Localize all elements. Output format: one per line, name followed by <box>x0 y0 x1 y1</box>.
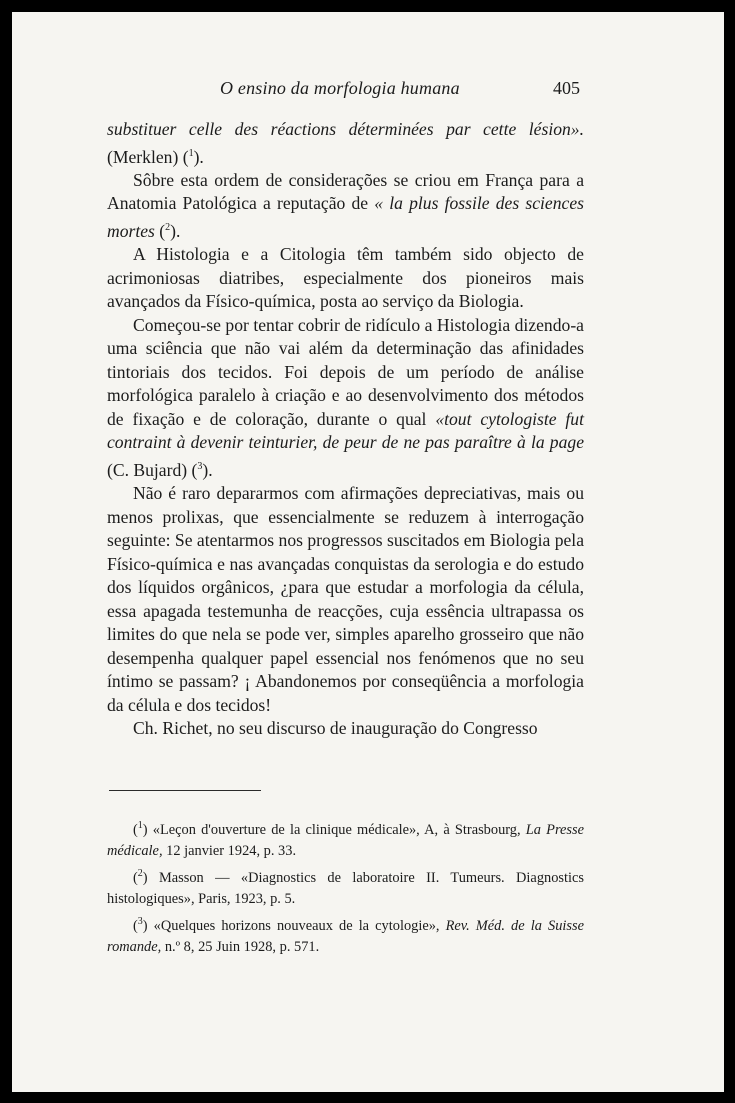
footnote-mark: 1 <box>137 820 143 831</box>
footnote-1: ($^1$) «Leçon d'ouverture de la clinique médicale», A, à Strasbourg, La Presse médicale, 12 janvier 1924, p. 33. <box>107 820 584 860</box>
citation-text: ( <box>154 220 166 241</box>
footnote-mark: 3 <box>137 915 143 927</box>
footnote-text: «Leçon d'ouverture de la clinique médicale», A, à Strasbourg, <box>147 821 526 838</box>
paragraph-2 <box>107 169 584 243</box>
paragraph-5: Não é raro depararmos com afirmações depreciativas, mais ou menos prolixas, que essencialmente se reduzem à interrogação seguinte: Se atentarmos nos progressos suscitados em Biologia pela Físico-química e nas avançadas conquistas da serologia e do estudo dos líquidos orgânicos, ¿para que estudar a morfologia da célula, essa apagada testemunha de reacções, cuja essência ultrapassa os limites do que nela se pode ver, simples aparelho grosseiro que não desempenha qualquer papel essencial nos fenómenos que no seu íntimo se passam? ¡ Abandonemos por conseqüência a morfologia da célula e dos tecidos! <box>107 483 584 715</box>
paragraph-4 <box>107 314 584 482</box>
paragraph-text: Sôbre esta ordem de considerações se criou em França para a Anatomia Patológica a reputação de <box>107 169 584 214</box>
paragraph-3: A Histologia e a Citologia têm também sido objecto de acrimoniosas diatribes, especialmente dos pioneiros mais avançados da Físico-química, posta ao serviço da Biologia. <box>107 244 584 312</box>
footnote-tail: 12 janvier 1924, p. 33. <box>162 843 297 860</box>
paragraph-6: Ch. Richet, no seu discurso de inauguração do Congresso <box>133 718 538 739</box>
page-number: 405 <box>553 78 580 98</box>
footnote-2: ($^2$) Masson — «Diagnostics de laboratoire II. Tumeurs. Diagnostics histologiques», Paris, 1923, p. 5. <box>107 867 584 908</box>
footnote-text: «Quelques horizons nouveaux de la cytologie», <box>147 917 446 934</box>
italic-quote: «tout cytologiste fut contraint à devenir teinturier, de peur de ne pas paraître à la page <box>107 408 584 453</box>
footnote-ref-3: 3 <box>197 460 203 472</box>
citation-close: ). <box>170 220 181 241</box>
running-title: O ensino da morfologia humana <box>220 78 460 98</box>
footnote-text: Masson — «Diagnostics de laboratoire II. Tumeurs. Diagnostics histologiques», Paris, 1923, p. 5. <box>107 869 584 908</box>
italic-quote: « la plus fossile des sciences mortes <box>107 193 584 241</box>
footnote-ref-1: 1 <box>188 147 194 159</box>
book-page <box>12 12 724 1092</box>
paragraph-text: Começou-se por tentar cobrir de ridículo a Histologia dizendo-a uma sciência que não vai além da determinação das afinidades tintoriais dos tecidos. Foi depois de um período de análise morfológica paralelo à criação e ao desenvolvimento dos métodos de fixação e de coloração, durante o qual <box>107 314 584 429</box>
citation-close: ). <box>202 459 213 480</box>
footnotes <box>107 815 584 958</box>
citation-close: ). <box>193 146 204 167</box>
footnote-divider <box>109 790 261 791</box>
footnote-mark: 2 <box>137 867 143 879</box>
citation-text: (Merklen) ( <box>107 146 189 167</box>
paragraph-1 <box>107 118 584 169</box>
footnote-3: ($^3$) «Quelques horizons nouveaux de la cytologie», Rev. Méd. de la Suisse romande, n.º 8, 25 Juin 1928, p. 571. <box>107 915 584 955</box>
footnote-italic: Rev. Méd. de la Suisse romande, <box>107 917 584 955</box>
citation-text: (C. Bujard) ( <box>107 459 198 480</box>
footnote-italic: La Presse médicale, <box>107 821 584 860</box>
body-text <box>107 118 584 741</box>
footnote-ref-2: 2 <box>165 221 171 233</box>
footnote-tail: n.º 8, 25 Juin 1928, p. 571. <box>161 938 320 955</box>
page-header <box>12 78 724 102</box>
italic-quote: substituer celle des réactions déterminées par cette lésion». <box>107 119 584 139</box>
